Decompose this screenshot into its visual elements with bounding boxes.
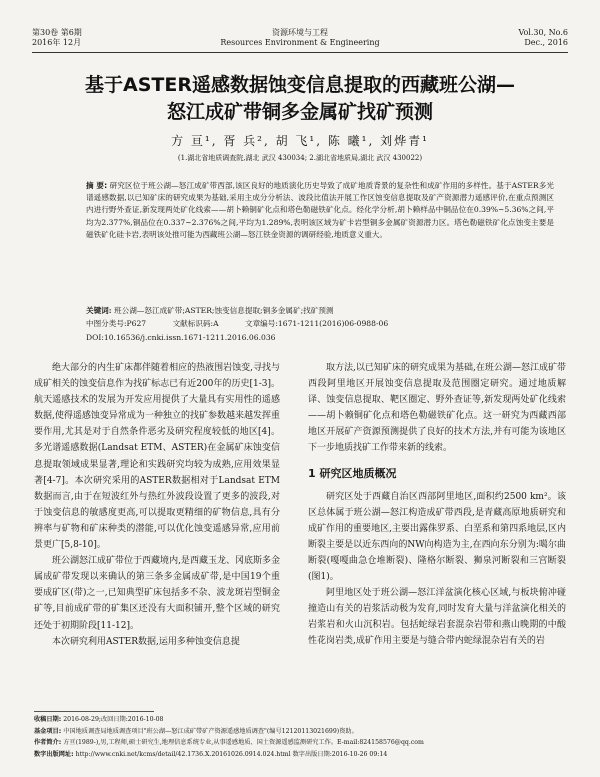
volume-issue: 第30卷 第6期 — [32, 28, 82, 37]
issue-date: 2016年 12月 — [32, 38, 82, 47]
abstract-text: 研究区位于班公湖—怒江成矿带西部,该区良好的地质演化历史导致了成矿地质背景的复杂性和成矿作用的多样性。基于ASTER多光谱遥感数据,以已知矿床的研究成果为基础,采用主成分分析法、波段比值法开展工作区蚀变信息提取及矿产资源潜力遥感评价,在重点预测区内进行野外查证,新发现两处矿化线索——胡卜赖铜矿化点和塔色勒磁铁矿化点。经化学分析,胡卜赖样品中铜品位在0.39%~5.36%之间,平均为2.377%,铜品位在0.337~2.376%之间,平均为1.289%,表明该区域为矿卡岩型铜多金属矿资源潜力区。塔色勒磁铁矿化点蚀变主要是磁铁矿化硅卡岩,表明该处推可能为西藏班公湖—怒江铁金资源的调研经验,地质意义重大。 — [86, 181, 555, 239]
abstract-label: 摘 要: — [86, 181, 108, 190]
body-column-left — [34, 360, 280, 650]
doi: DOI:10.16536/j.cnki.issn.1671-1211.2016.06.036 — [86, 333, 276, 342]
cnki-text: http://www.cnki.net/kcms/detail/42.1736.X.20161026.0914.024.html 数字出版日期:2016-10-26 09:14 — [75, 750, 388, 758]
author-label: 作者简介: — [34, 739, 62, 746]
paragraph: 绝大部分的内生矿床都伴随着相应的热液围岩蚀变,寻找与成矿相关的蚀变信息作为找矿标志已有近200年的历史[1-3]。航天遥感技术的发展为开发应用提供了大量具有实用性的遥感数据,使得遥感蚀变异常成为一种独立的找矿参数越来越发挥重要作用,尤其是对于自然条件恶劣及研究程度较低的地区[4]。多光谱遥感数据(Landsat ETM、ASTER)在金属矿床蚀变信息提取领域成果显著,理论和实践研究均较为成熟,应用效果显著[4-7]。本次研究采用的ASTER数据相对于Landsat ETM数据而言,由于在短波红外与热红外波段设置了更多的波段,对于蚀变信息的敏感度更高,可以提取更精细的矿物信息,具有分辨率与矿物和矿床种类的潜能,可以优化蚀变遥感异常,应用前景更广[5,8-10]。 — [34, 363, 280, 551]
clc-number: 中图分类号:P627 — [86, 319, 147, 328]
volume-issue-en: Vol.30, No.6 — [518, 28, 568, 37]
funding-text: 中国地质调查局地质调查项目"班公湖—怒江成矿带矿产资源遥感地质调查"(编号12120113021699)资助。 — [63, 727, 358, 735]
footnote-received — [34, 714, 566, 726]
document-code: 文献标识码:A — [172, 319, 219, 328]
footnote-author — [34, 737, 566, 749]
author-list: 方 亘¹, 胥 兵², 胡 飞¹, 陈 曦¹, 刘烨青¹ — [171, 134, 429, 148]
footnote-rule — [34, 711, 154, 712]
keywords-text: 班公湖—怒江成矿带;ASTER;蚀变信息提取;铜多金属矿;找矿预测 — [114, 306, 334, 315]
title-line-2: 怒江成矿带铜多金属矿找矿预测 — [166, 101, 433, 123]
running-header — [32, 28, 568, 50]
paragraph: 阿里地区处于班公湖—怒江洋盆演化核心区域,与板块俯冲碰撞造山有关的岩浆活动极为发育,同时发育大量与洋盆演化相关的岩浆岩和火山沉积岩。包括蛇绿岩套混杂岩带和燕山晚期的中酸性花岗岩类,成矿作用主要是与缝合带内蛇绿混杂岩有关的岩 — [308, 588, 566, 647]
paragraph: 取方法,以已知矿床的研究成果为基础,在班公湖—怒江成矿带西段阿里地区开展蚀变信息提取及范围圈定研究。通过地质解译、蚀变信息提取、靶区圈定、野外查证等,新发现两处矿化线索——胡卜赖铜矿化点和塔色勒磁铁矿化点。这一研究为西藏西部地区开展矿产资源预测提供了良好的技术方法,并有可能为该地区下一步地质找矿工作带来新的线索。 — [308, 363, 566, 454]
footnotes — [34, 714, 566, 760]
footnote-cnki — [34, 749, 566, 761]
received-text: 2016-08-29;改回日期:2016-10-08 — [63, 716, 164, 723]
paragraph: 本次研究利用ASTER数据,运用多种蚀变信息提 — [52, 636, 240, 647]
journal-name-en: Resources Environment & Engineering — [220, 38, 380, 47]
paragraph: 研究区处于西藏自治区西部阿里地区,面积约2500 km²。该区总体属于班公湖—怒江构造成矿带西段,是青藏高原地质研究和成矿作用的重要地区,主要出露侏罗系、白垩系和第四系地层,区内断裂主要是以近东西向的NW向构造为主,在西向东分别为:噶尔曲断裂(嘎嘎曲急仓堆断裂)、隆格尔断裂、狮泉河断裂和三宫断裂(图1)。 — [308, 491, 566, 583]
paper-title — [30, 72, 570, 126]
journal-name-cn: 资源环境与工程 — [272, 28, 328, 37]
affiliations: (1.湖北省地质调查院,湖北 武汉 430034; 2.湖北省地质局,湖北 武汉 430022) — [177, 154, 423, 162]
paragraph: 班公湖怒江成矿带位于西藏境内,是西藏玉龙、冈底斯多金属成矿带发现以来确认的第三条多金属成矿带,是中国19个重要成矿区(带)之一,已知典型矿床包括多不杂、波龙斑岩型铜金矿等,目前成矿带的矿集区还没有大面积铺开,整个区域的研究还处于初期阶段[11-12]。 — [34, 556, 280, 631]
footnote-funding — [34, 726, 566, 738]
title-line-1: 基于ASTER遥感数据蚀变信息提取的西藏班公湖— — [85, 74, 515, 96]
journal-issue-en — [518, 28, 568, 48]
article-number: 文章编号:1671-1211(2016)06-0988-06 — [245, 319, 389, 328]
body-column-right — [308, 360, 566, 650]
funding-label: 基金项目: — [34, 727, 62, 735]
keywords — [86, 305, 554, 316]
abstract — [86, 180, 554, 241]
received-label: 收稿日期: — [34, 716, 62, 723]
journal-name — [32, 28, 568, 48]
section-heading: 1 研究区地质概况 — [308, 466, 397, 480]
cnki-label: 数字出版网址: — [34, 750, 74, 758]
issue-date-en: Dec., 2016 — [524, 38, 568, 47]
keywords-label: 关键词: — [86, 306, 112, 315]
header-rule — [32, 52, 568, 53]
classification-line — [86, 318, 554, 329]
author-text: 方亘(1989-),男,工程师,硕士研究生,地理信息系统专业,从事遥感地质、国土资源遥感监测研究工作。E-mail:824158576@qq.com — [63, 739, 424, 746]
